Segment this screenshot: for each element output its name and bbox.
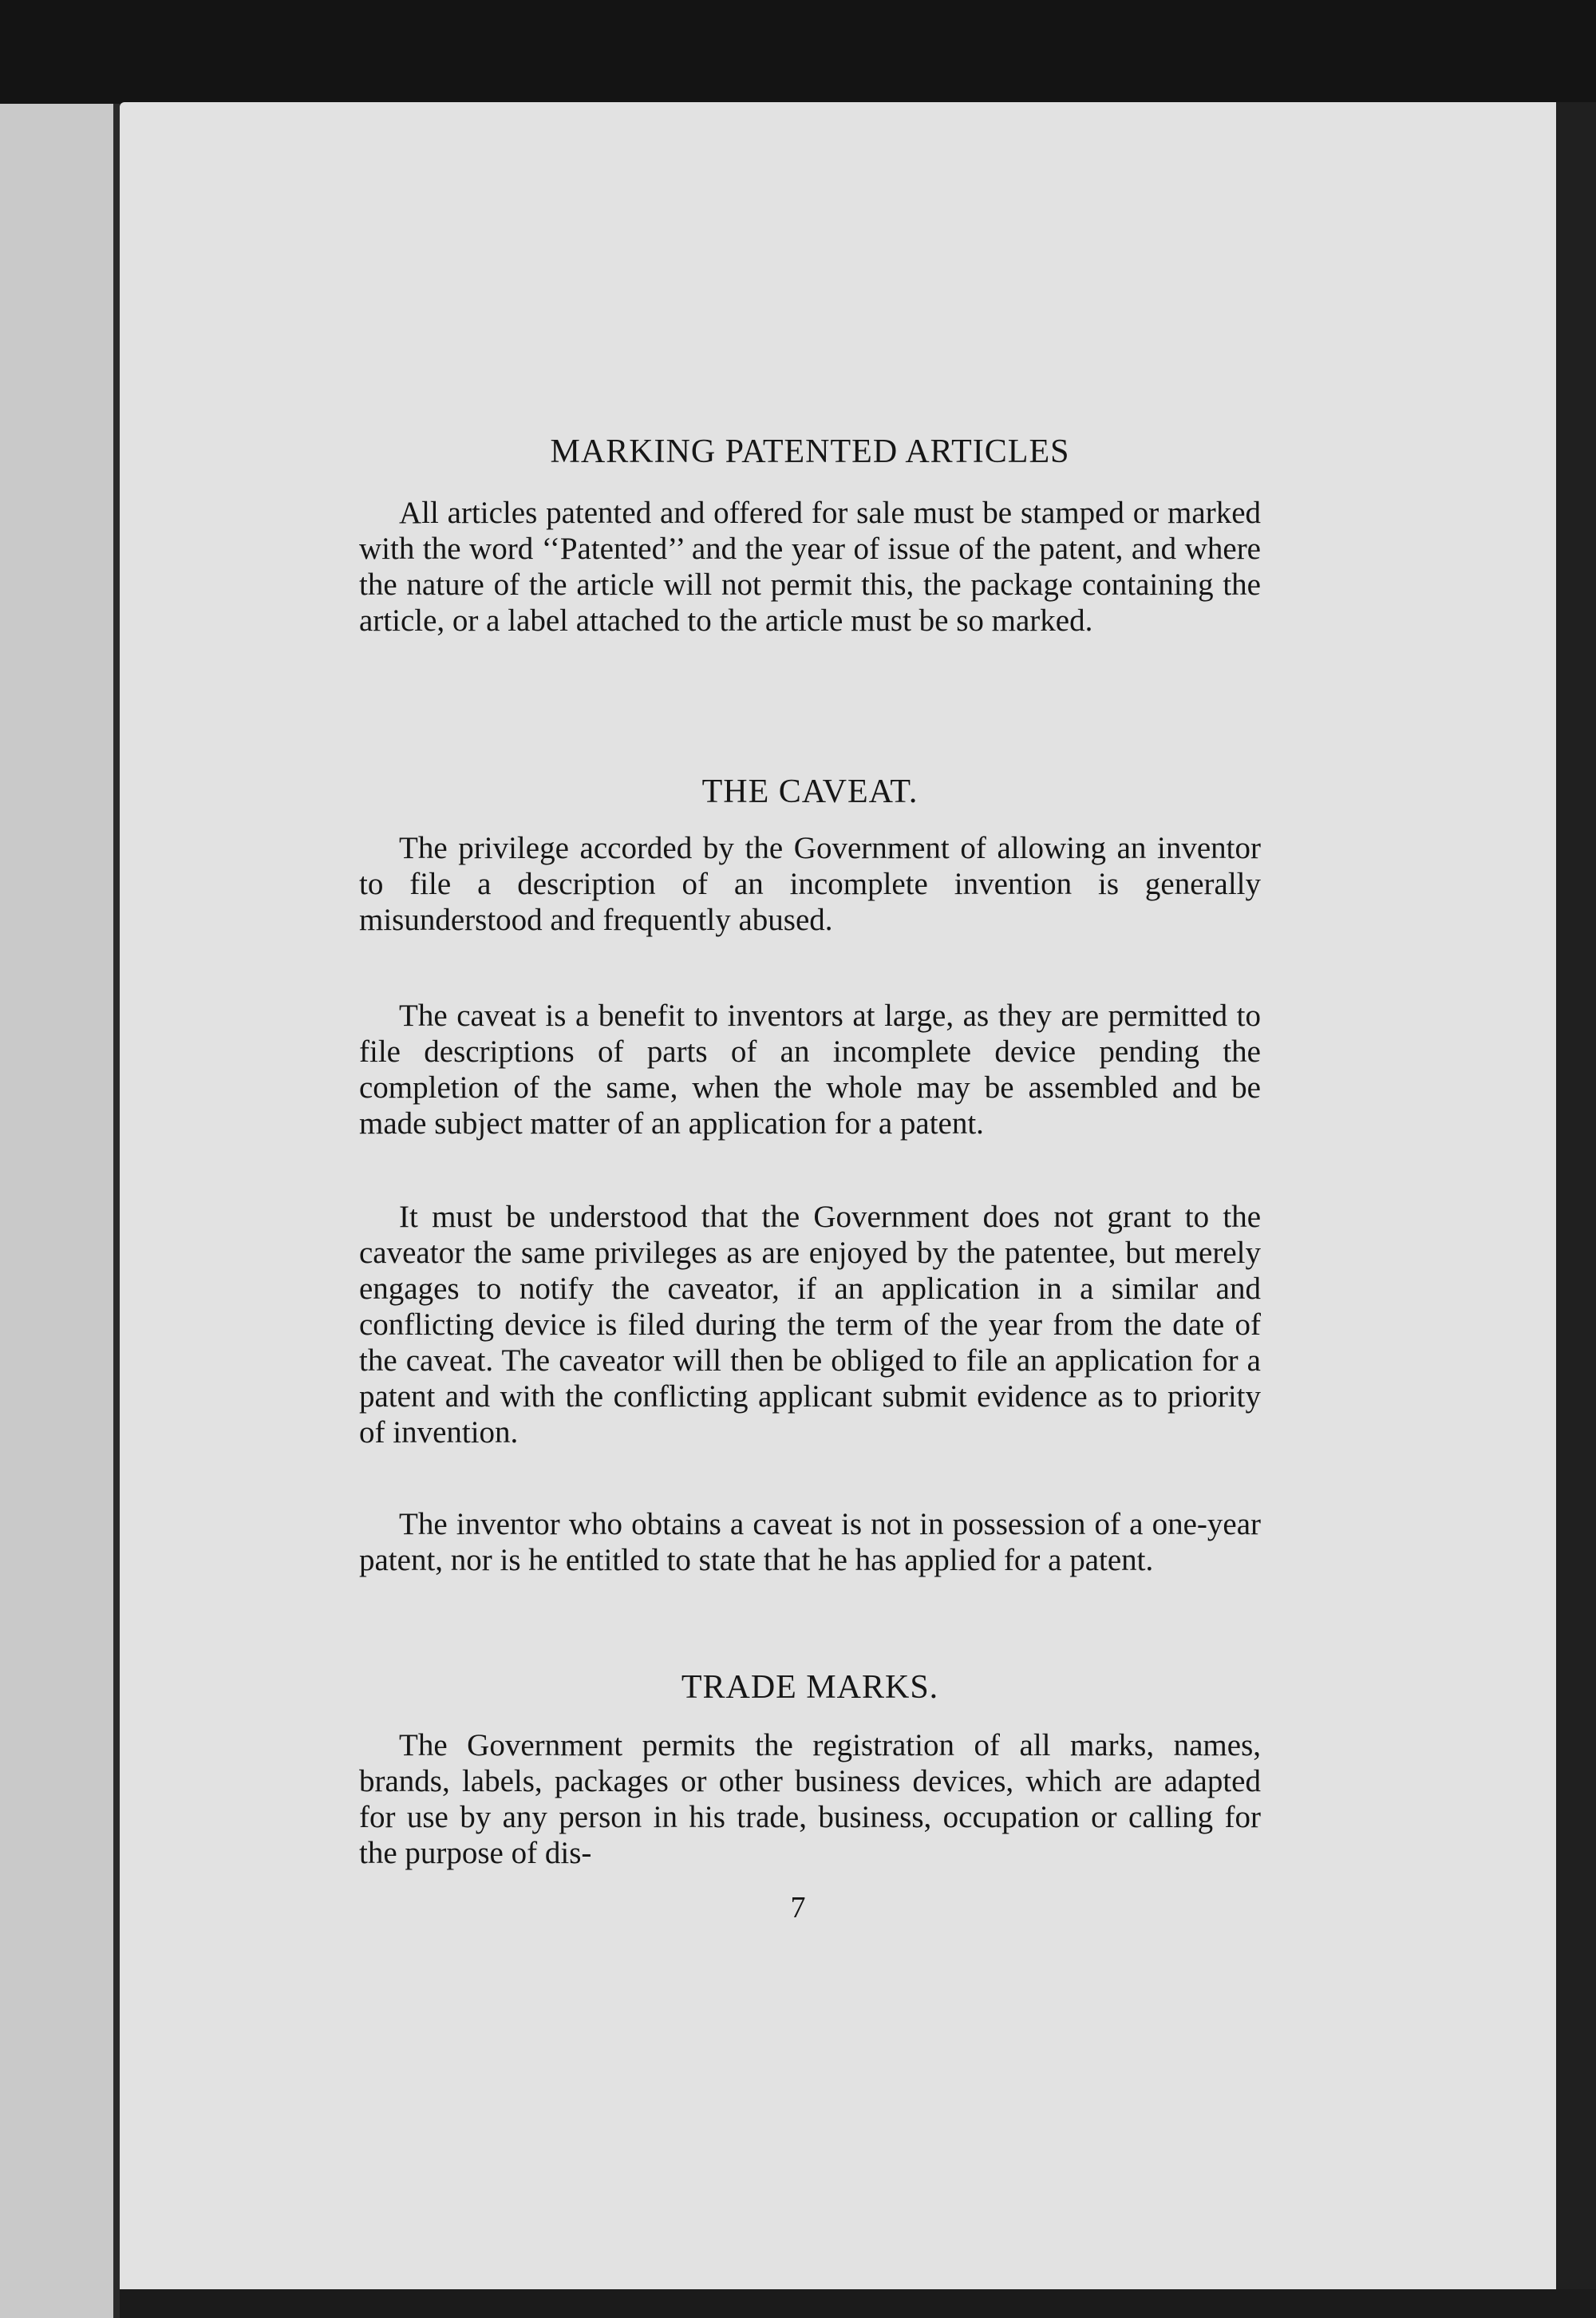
paragraph-caveat-inventor: The inventor who obtains a caveat is not in possession of a one-year patent, nor is he entitled to state that he has applied for a patent. bbox=[359, 1507, 1261, 1577]
facing-page-edge bbox=[0, 104, 120, 2318]
heading-the-caveat: THE CAVEAT. bbox=[701, 773, 918, 810]
heading-trade-marks: TRADE MARKS. bbox=[681, 1669, 939, 1706]
paragraph-caveat-understood: It must be understood that the Government does not grant to the caveator the same privileges as are enjoyed by the patentee, but merely engages to notify the caveator, if an application in a similar and conflicting device is filed during the term of the year from the date of the caveat. The caveator will then be obliged to file an application for a patent and with the conflicting applicant submit evidence as to priority of invention. bbox=[359, 1200, 1261, 1450]
heading-marking-patented-articles: MARKING PATENTED ARTICLES bbox=[550, 433, 1070, 470]
paragraph-marking: All articles patented and offered for sale must be stamped or marked with the word ‘‘Patented’’ and the year of issue of the patent, and where the nature of the article will not permit this, the package containing the article, or a label attached to the article must be so marked. bbox=[359, 496, 1261, 638]
paragraph-caveat-privilege: The privilege accorded by the Government of allowing an inventor to file a description of an incomplete invention is generally misunderstood and frequently abused. bbox=[359, 831, 1261, 937]
page-bottom-edge bbox=[120, 2289, 1596, 2318]
page-right-edge bbox=[1556, 102, 1596, 2318]
paragraph-caveat-benefit: The caveat is a benefit to inventors at large, as they are permitted to file descriptions of parts of an incomplete device pending the completion of the same, when the whole may be assembled and be made subject matter of an application for a patent. bbox=[359, 999, 1261, 1141]
paragraph-trade-marks: The Government permits the registration of all marks, names, brands, labels, packages or other business devices, which are adapted for use by any person in his trade, business, occupation or calling for the purpose of dis- bbox=[359, 1728, 1261, 1870]
page-number: 7 bbox=[790, 1891, 806, 1924]
